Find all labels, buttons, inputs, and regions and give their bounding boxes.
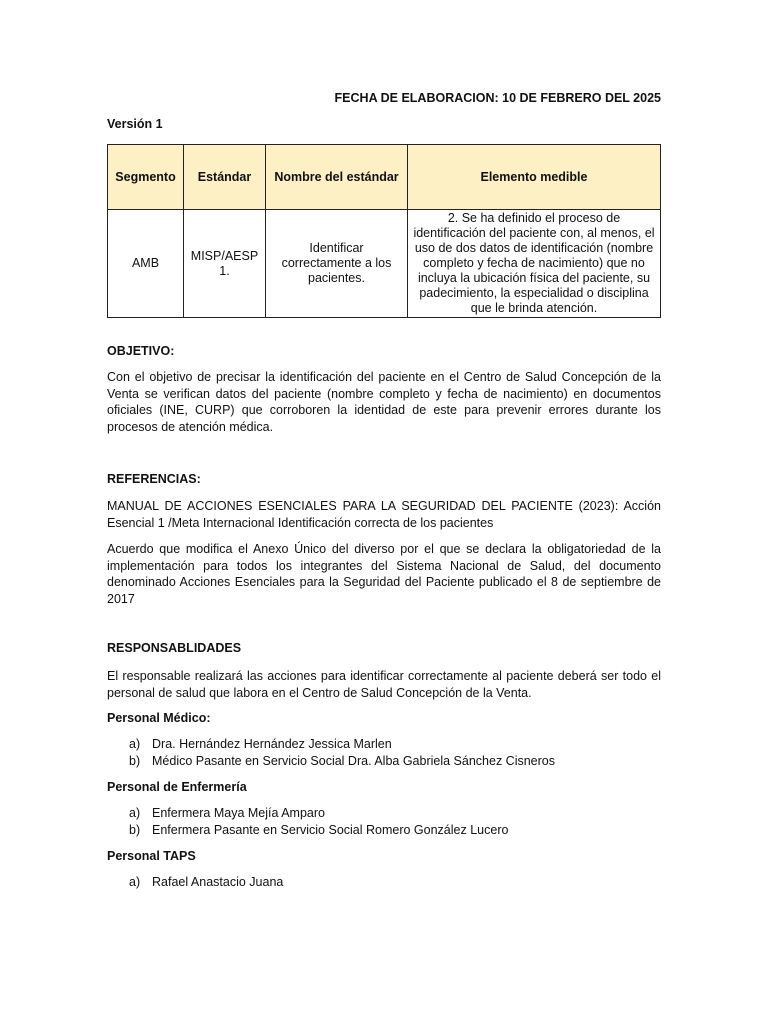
list-marker: a) xyxy=(129,737,141,751)
list-item xyxy=(107,805,508,822)
column-header-segmento: Segmento xyxy=(108,145,184,210)
table-header-row xyxy=(108,145,661,210)
reference-item: MANUAL DE ACCIONES ESENCIALES PARA LA SEGURIDAD DEL PACIENTE (2023): Acción Esencial 1 /Meta Internacional Identificación correcta de los pacientes xyxy=(107,499,661,530)
list-item-text: Rafael Anastacio Juana xyxy=(152,875,284,889)
column-header-nombre: Nombre del estándar xyxy=(266,145,408,210)
group-title-enfermeria: Personal de Enfermería xyxy=(107,780,247,794)
elaboration-date: FECHA DE ELABORACION: 10 DE FEBRERO DEL 2025 xyxy=(334,91,661,105)
list-item-text: Dra. Hernández Hernández Jessica Marlen xyxy=(152,737,392,751)
list-item xyxy=(107,822,508,839)
list-item-text: Enfermera Pasante en Servicio Social Romero González Lucero xyxy=(152,822,509,837)
list-personal-taps xyxy=(107,874,283,891)
list-marker: b) xyxy=(129,753,141,768)
list-item xyxy=(107,753,555,770)
list-marker: a) xyxy=(129,806,141,820)
column-header-elemento: Elemento medible xyxy=(408,145,661,210)
list-item-text: Médico Pasante en Servicio Social Dra. Alba Gabriela Sánchez Cisneros xyxy=(152,753,555,768)
cell-segmento: AMB xyxy=(108,210,184,318)
group-title-medico: Personal Médico: xyxy=(107,711,211,725)
responsabilidades-text: El responsable realizará las acciones para identificar correctamente al paciente deberá ser todo el personal de salud que labora en el Centro de Salud Concepción de la Venta. xyxy=(107,669,661,700)
list-personal-medico xyxy=(107,736,555,769)
list-item xyxy=(107,736,555,753)
referencias-title: REFERENCIAS: xyxy=(107,472,201,486)
reference-item: Acuerdo que modifica el Anexo Único del diverso por el que se declara la obligatoriedad de la implementación para todos los integrantes del Sistema Nacional de Salud, del documento denominado Acciones Esenciales para la Seguridad del Paciente publicado el 8 de septiembre de 2017 xyxy=(107,542,661,606)
cell-estandar: MISP/AESP 1. xyxy=(184,210,266,318)
list-item xyxy=(107,874,283,891)
cell-elemento: 2. Se ha definido el proceso de identificación del paciente con, al menos, el uso de dos datos de identificación (nombre completo y fecha de nacimiento) que no incluya la ubicación física del paciente, su padecimiento, la especialidad o disciplina que le brinda atención. xyxy=(408,210,661,318)
column-header-estandar: Estándar xyxy=(184,145,266,210)
list-item-text: Enfermera Maya Mejía Amparo xyxy=(152,806,325,820)
version-label: Versión 1 xyxy=(107,117,163,131)
cell-nombre: Identificar correctamente a los pacientes. xyxy=(266,210,408,318)
objetivo-title: OBJETIVO: xyxy=(107,344,175,358)
responsabilidades-title: RESPONSABLIDADES xyxy=(107,641,242,655)
objetivo-text: Con el objetivo de precisar la identificación del paciente en el Centro de Salud Concepción de la Venta se verifican datos del paciente (nombre completo y fecha de nacimiento) en documentos oficiales (INE, CURP) que corroboren la identidad de este para prevenir errores durante los procesos de atención médica. xyxy=(107,370,661,434)
list-marker: b) xyxy=(129,822,141,837)
group-title-taps: Personal TAPS xyxy=(107,849,196,863)
table-row xyxy=(108,210,661,318)
standards-table xyxy=(107,144,661,318)
list-personal-enfermeria xyxy=(107,805,508,838)
list-marker: a) xyxy=(129,875,141,889)
